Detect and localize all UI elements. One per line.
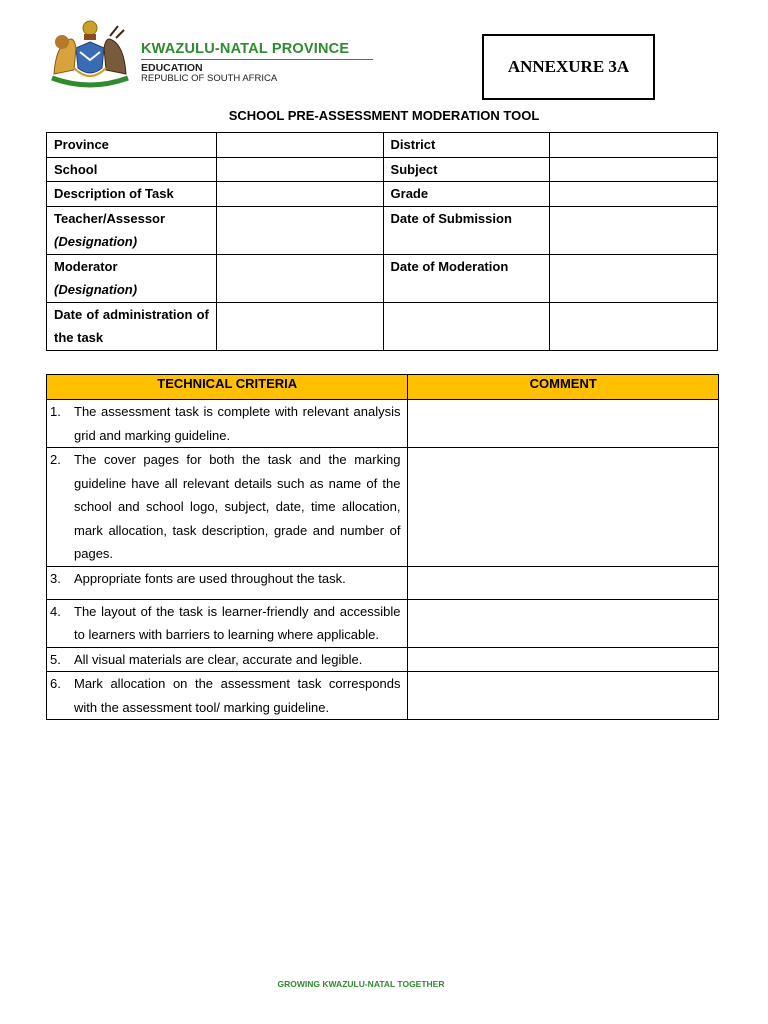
moderator-label: Moderator: [54, 258, 118, 274]
grade-label: Grade: [383, 182, 550, 207]
submission-date-label: Date of Submission: [383, 206, 550, 254]
criterion-cell: [47, 647, 408, 672]
comment-cell[interactable]: [408, 400, 719, 448]
comment-cell[interactable]: [408, 647, 719, 672]
comment-cell[interactable]: [408, 566, 719, 599]
table-row: [47, 157, 718, 182]
table-row: [47, 448, 719, 567]
table-row: [47, 254, 718, 302]
criterion-text: Appropriate fonts are used throughout the task.: [74, 570, 346, 586]
criterion-cell: [47, 448, 408, 567]
criteria-column-header: TECHNICAL CRITERIA: [47, 375, 408, 400]
table-header-row: [47, 375, 719, 400]
moderator-designation-text: (Designation): [54, 282, 138, 297]
moderator-value-cell[interactable]: [216, 254, 383, 302]
moderator-label-cell: [47, 254, 217, 302]
criterion-text: The cover pages for both the task and the marking guideline have all relevant details such as name of the school and school logo, subject, date, time allocation, mark allocation, task description, grade and number of pages.: [74, 452, 401, 561]
criterion-cell: [47, 599, 408, 647]
school-label: School: [47, 157, 217, 182]
table-row: [47, 566, 719, 599]
coat-of-arms-icon: [46, 12, 134, 94]
task-description-label: Description of Task: [47, 182, 217, 207]
comment-cell[interactable]: [408, 599, 719, 647]
province-label: Province: [47, 133, 217, 158]
empty-cell[interactable]: [383, 302, 550, 350]
teacher-designation: [54, 230, 209, 254]
task-description-value-cell[interactable]: [216, 182, 383, 207]
comment-column-header: COMMENT: [408, 375, 719, 400]
country-name: REPUBLIC OF SOUTH AFRICA: [141, 73, 278, 84]
criterion-text: Mark allocation on the assessment task corresponds with the assessment tool/ marking guideline.: [74, 676, 401, 715]
annexure-box: [482, 34, 655, 100]
criterion-text: The layout of the task is learner-friendly and accessible to learners with barriers to learning where applicable.: [74, 603, 401, 642]
teacher-designation-text: (Designation): [54, 234, 138, 249]
criterion-number: 2.: [50, 452, 61, 467]
moderation-date-value-cell[interactable]: [550, 254, 718, 302]
criteria-table: [46, 374, 719, 720]
criterion-number: 4.: [50, 603, 61, 619]
table-row: [47, 182, 718, 207]
teacher-label: Teacher/Assessor: [54, 210, 166, 226]
criterion-number: 1.: [50, 404, 61, 419]
province-value-cell[interactable]: [216, 133, 383, 158]
criterion-cell: [47, 672, 408, 720]
moderator-designation: [54, 278, 209, 302]
table-row: [47, 206, 718, 254]
subject-label: Subject: [383, 157, 550, 182]
criterion-cell: [47, 566, 408, 599]
criterion-cell: [47, 400, 408, 448]
comment-cell[interactable]: [408, 672, 719, 720]
teacher-value-cell[interactable]: [216, 206, 383, 254]
criterion-number: 5.: [50, 651, 61, 667]
district-label: District: [383, 133, 550, 158]
teacher-label-cell: [47, 206, 217, 254]
criterion-number: 3.: [50, 570, 61, 586]
document-title: SCHOOL PRE-ASSESSMENT MODERATION TOOL: [228, 108, 540, 123]
school-value-cell[interactable]: [216, 157, 383, 182]
table-row: [47, 400, 719, 448]
criterion-text: The assessment task is complete with relevant analysis grid and marking guideline.: [74, 404, 401, 443]
table-row: [47, 599, 719, 647]
comment-cell[interactable]: [408, 448, 719, 567]
info-table: [46, 132, 718, 351]
footer-slogan: GROWING KWAZULU-NATAL TOGETHER: [277, 979, 445, 989]
moderation-date-label: Date of Moderation: [383, 254, 550, 302]
admin-date-label: Date of administration of the task: [47, 302, 217, 350]
district-value-cell[interactable]: [550, 133, 718, 158]
grade-value-cell[interactable]: [550, 182, 718, 207]
submission-date-value-cell[interactable]: [550, 206, 718, 254]
table-row: [47, 672, 719, 720]
admin-date-value-cell[interactable]: [216, 302, 383, 350]
criterion-number: 6.: [50, 676, 61, 691]
table-row: [47, 133, 718, 158]
subject-value-cell[interactable]: [550, 157, 718, 182]
department-name: EDUCATION: [141, 62, 203, 74]
annexure-label: ANNEXURE 3A: [507, 57, 630, 76]
province-name: KWAZULU-NATAL PROVINCE: [141, 41, 350, 57]
criterion-text: All visual materials are clear, accurate and legible.: [74, 651, 363, 667]
table-row: [47, 302, 718, 350]
table-row: [47, 647, 719, 672]
divider: [141, 59, 373, 60]
empty-cell[interactable]: [550, 302, 718, 350]
